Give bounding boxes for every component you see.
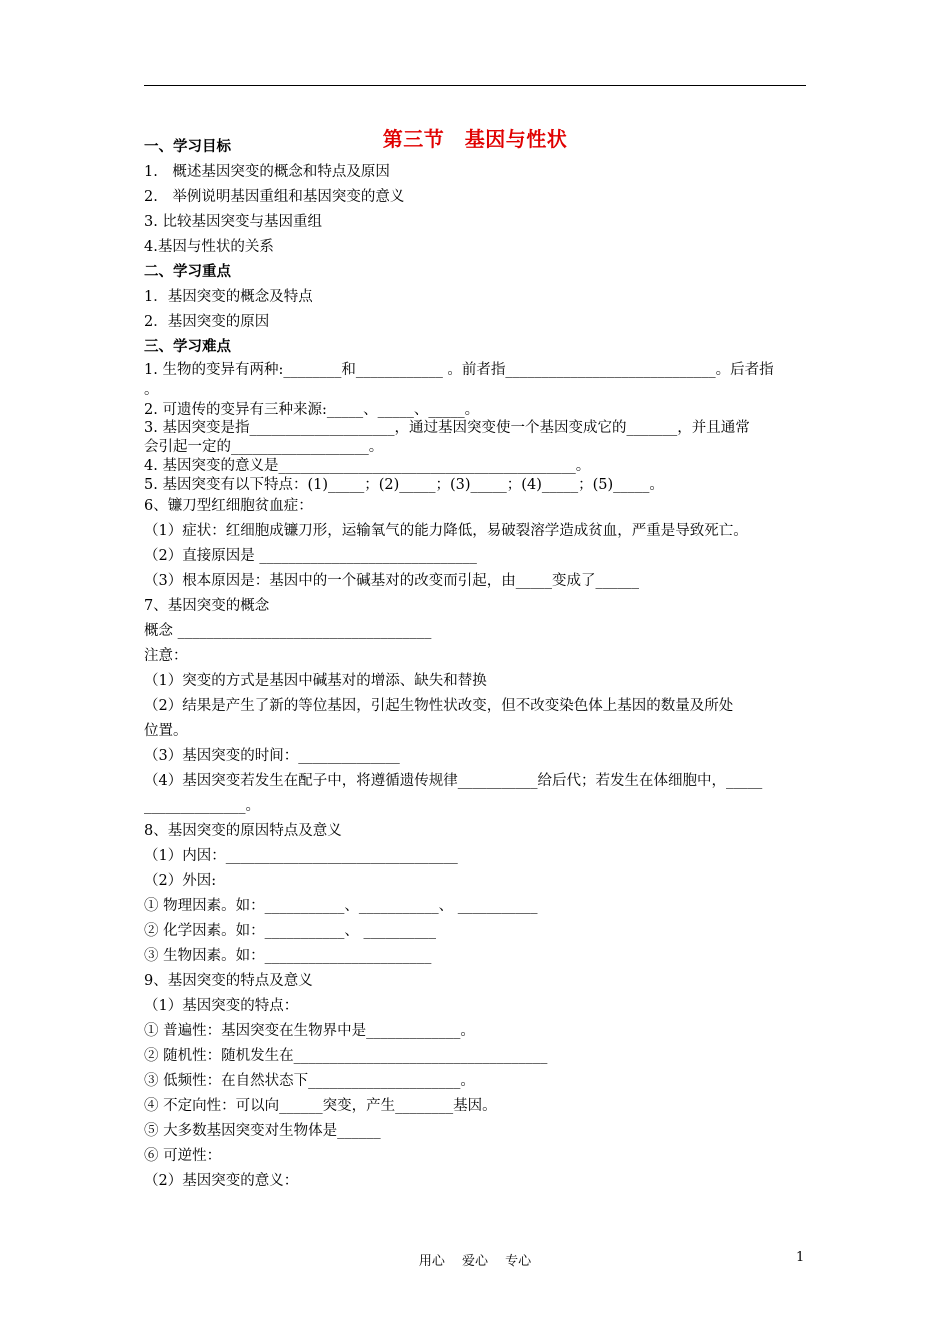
text-line: 2. 举例说明基因重组和基因突变的意义 bbox=[144, 189, 405, 205]
text-line: （2）外因: bbox=[144, 873, 217, 889]
text-line: ⑤ 大多数基因突变对生物体是______ bbox=[144, 1123, 381, 1139]
text-line: ① 普遍性：基因突变在生物界中是_____________。 bbox=[144, 1023, 475, 1039]
text-line: （4）基因突变若发生在配子中，将遵循遗传规律___________给后代；若发生在体细胞中，_____ bbox=[144, 773, 763, 789]
text-line: 。 bbox=[144, 382, 159, 398]
text-line: 8、基因突变的原因特点及意义 bbox=[144, 823, 342, 839]
text-line: 1. 概述基因突变的概念和特点及原因 bbox=[144, 164, 390, 180]
text-line: ③ 生物因素。如：_______________________ bbox=[144, 948, 432, 964]
text-line: 1．基因突变的概念及特点 bbox=[144, 289, 313, 305]
page-number: 1 bbox=[796, 1250, 805, 1265]
text-line: （2）基因突变的意义： bbox=[144, 1173, 299, 1189]
text-line: 注意： bbox=[144, 648, 188, 664]
text-line: （2）结果是产生了新的等位基因，引起生物性状改变，但不改变染色体上基因的数量及所处 bbox=[144, 698, 734, 714]
text-line: 2. 可遗传的变异有三种来源:_____、_____、_____。 bbox=[144, 402, 480, 418]
page-footer: 用心 爱心 专心 bbox=[418, 1254, 532, 1269]
text-line: 会引起一定的___________________。 bbox=[144, 439, 384, 455]
text-line: 三、学习难点 bbox=[144, 339, 231, 355]
text-line: 3. 比较基因突变与基因重组 bbox=[144, 214, 322, 230]
text-line: 4. 基因突变的意义是_________________________________________。 bbox=[144, 458, 591, 474]
text-line: （1）基因突变的特点： bbox=[144, 998, 299, 1014]
text-line: ② 化学因素。如：___________、 __________ bbox=[144, 923, 436, 939]
text-line: ③ 低频性：在自然状态下_____________________。 bbox=[144, 1073, 475, 1089]
text-line: 概念 ___________________________________ bbox=[144, 623, 432, 639]
text-line: 7、基因突变的概念 bbox=[144, 598, 270, 614]
text-line: ② 随机性：随机发生在___________________________________ bbox=[144, 1048, 548, 1064]
text-line: 1. 生物的变异有两种:________和____________ 。前者指_____________________________。后者指 bbox=[144, 362, 774, 378]
text-line: ⑥ 可逆性： bbox=[144, 1148, 222, 1164]
text-line: （3）基因突变的时间：______________ bbox=[144, 748, 400, 764]
text-line: 6、镰刀型红细胞贫血症： bbox=[144, 498, 313, 514]
text-line: ④ 不定向性：可以向______突变，产生________基因。 bbox=[144, 1098, 497, 1114]
text-line: （2）直接原因是 ______________________________ bbox=[144, 548, 477, 564]
text-line: ① 物理因素。如：___________、___________、 ___________ bbox=[144, 898, 538, 914]
text-line: 2．基因突变的原因 bbox=[144, 314, 270, 330]
text-line: 位置。 bbox=[144, 723, 188, 739]
text-line: 二、学习重点 bbox=[144, 264, 231, 280]
text-line: 一、学习目标 bbox=[144, 139, 231, 155]
text-line: 5. 基因突变有以下特点：(1)_____；(2)_____；(3)_____；(4)_____；(5)_____。 bbox=[144, 477, 664, 493]
text-line: （3）根本原因是：基因中的一个碱基对的改变而引起，由_____变成了______ bbox=[144, 573, 639, 589]
text-line: 4.基因与性状的关系 bbox=[144, 239, 274, 255]
text-line: （1）内因：________________________________ bbox=[144, 848, 458, 864]
header-rule bbox=[144, 85, 806, 86]
text-line: ______________。 bbox=[144, 798, 260, 814]
text-line: 3. 基因突变是指____________________，通过基因突变使一个基因变成它的_______，并且通常 bbox=[144, 420, 750, 436]
page-title: 第三节 基因与性状 bbox=[382, 127, 568, 151]
text-line: （1）症状：红细胞成镰刀形，运输氧气的能力降低，易破裂溶学造成贫血，严重是导致死亡。 bbox=[144, 523, 748, 539]
text-line: 9、基因突变的特点及意义 bbox=[144, 973, 313, 989]
text-line: （1）突变的方式是基因中碱基对的增添、缺失和替换 bbox=[144, 673, 487, 689]
